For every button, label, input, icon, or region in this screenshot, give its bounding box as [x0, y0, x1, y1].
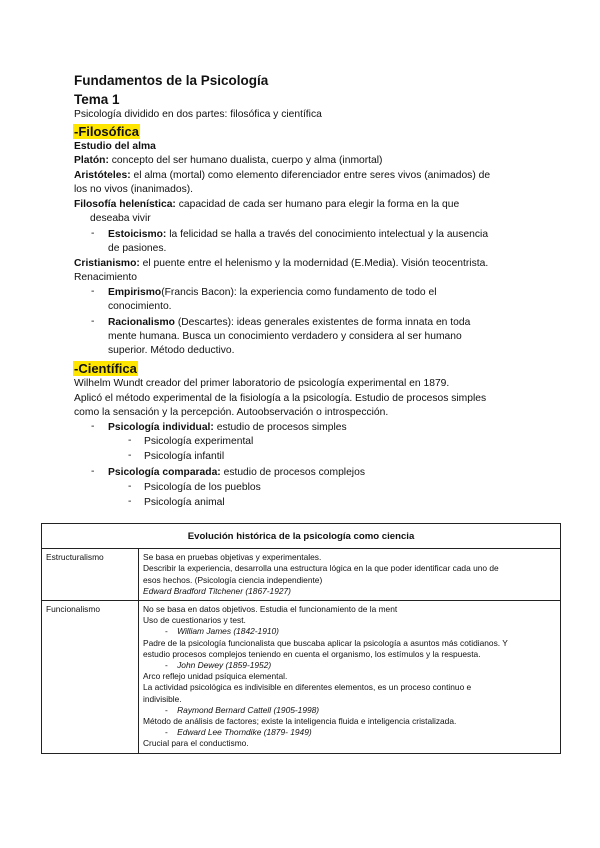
sub-bullet-dash: -	[128, 481, 132, 492]
funcionalismo-line-6: La actividad psicológica es indivisible en diferentes elementos, es un proceso continuo e	[143, 682, 472, 693]
comparada-text: estudio de procesos complejos	[220, 467, 365, 478]
document-title: Fundamentos de la Psicología	[74, 73, 269, 88]
funcionalismo-name: Funcionalismo	[42, 601, 139, 754]
helenistica-text: capacidad de cada ser humano para elegir la forma en la que	[175, 199, 460, 210]
pueblos-item: Psicología de los pueblos	[144, 482, 261, 493]
cristianismo-text: el puente entre el helenismo y la modernidad (E.Media). Visión teocentrista.	[139, 258, 489, 269]
table-row	[42, 601, 561, 754]
author-dash: -	[165, 727, 168, 738]
estructuralismo-author: Edward Bradford Titchener (1867-1927)	[143, 585, 291, 596]
intro-text: Psicología dividido en dos partes: filosófica y científica	[74, 109, 322, 120]
racionalismo-line-3: superior. Método deductivo.	[108, 345, 235, 356]
estructuralismo-cell	[139, 549, 561, 601]
comparada-line	[108, 466, 365, 480]
bullet-dash: -	[91, 228, 95, 239]
evolution-table	[41, 523, 561, 754]
racionalismo-term: Racionalismo	[108, 317, 175, 328]
platon-text: concepto del ser humano dualista, cuerpo y alma (inmortal)	[108, 155, 383, 166]
individual-term: Psicología individual:	[108, 422, 214, 433]
helenistica-term: Filosofía helenística:	[74, 199, 176, 210]
estoicismo-line-2: de pasiones.	[108, 243, 167, 254]
platon-term: Platón:	[74, 155, 109, 166]
funcionalismo-line-9: Crucial para el conductismo.	[143, 738, 249, 749]
author-name: Raymond Bernard Cattell (1905-1998)	[177, 704, 320, 715]
empirismo-line	[108, 286, 437, 300]
author-name: Edward Lee Thorndike (1879- 1949)	[177, 727, 312, 738]
aristoteles-text: el alma (mortal) como elemento diferenciador entre seres vivos (animados) de	[130, 170, 491, 181]
empirismo-term: Empirismo	[108, 287, 162, 298]
helenistica-line-2: deseaba vivir	[90, 213, 151, 224]
helenistica-line	[74, 198, 459, 212]
funcionalismo-line-3: Padre de la psicología funcionalista que buscaba aplicar la psicología a asuntos más cotidianos. Y	[143, 637, 508, 648]
cristianismo-term: Cristianismo:	[74, 258, 140, 269]
filosofica-heading-text: -Filosófica	[74, 124, 140, 139]
racionalismo-line	[108, 316, 470, 330]
bullet-dash: -	[91, 421, 95, 432]
comparada-term: Psicología comparada:	[108, 467, 221, 478]
aristoteles-term: Aristóteles:	[74, 170, 131, 181]
funcionalismo-line-7: indivisible.	[143, 693, 182, 704]
estructuralismo-name: Estructuralismo	[42, 549, 139, 601]
sub-bullet-dash: -	[128, 496, 132, 507]
alma-subheading: Estudio del alma	[74, 141, 156, 152]
document-subtitle: Tema 1	[74, 92, 120, 107]
animal-item: Psicología animal	[144, 497, 225, 508]
author-item	[143, 705, 556, 716]
estoicismo-text: la felicidad se halla a través del conocimiento intelectual y la ausencia	[166, 229, 489, 240]
estoicismo-term: Estoicismo:	[108, 229, 167, 240]
estructuralismo-line-2: Describir la experiencia, desarrolla una estructura lógica en la que poder identificar cada uno de	[143, 563, 499, 574]
sub-bullet-dash: -	[128, 435, 132, 446]
empirismo-line-2: conocimiento.	[108, 301, 172, 312]
estructuralismo-line-3: esos hechos. (Psicología ciencia independiente)	[143, 574, 323, 585]
racionalismo-line-2: mente humana. Busca un conocimiento verdadero y considera al ser humano	[108, 331, 462, 342]
metodo-line: Aplicó el método experimental de la fisiología a la psicología. Estudio de procesos simples	[74, 393, 487, 404]
aristoteles-line-2: los no vivos (inanimados).	[74, 184, 194, 195]
author-dash: -	[165, 626, 168, 637]
empirismo-text: (Francis Bacon): la experiencia como fundamento de todo el	[161, 287, 437, 298]
individual-line	[108, 421, 347, 435]
author-item	[143, 727, 556, 738]
cientifica-heading	[73, 360, 138, 378]
funcionalismo-line-5: Arco reflejo unidad psíquica elemental.	[143, 671, 288, 682]
funcionalismo-line-8: Método de análisis de factores; existe la inteligencia fluida e inteligencia cristalizada.	[143, 716, 457, 727]
bullet-dash: -	[91, 466, 95, 477]
wundt-line: Wilhelm Wundt creador del primer laboratorio de psicología experimental en 1879.	[74, 378, 450, 389]
individual-text: estudio de procesos simples	[213, 422, 347, 433]
author-item	[143, 660, 556, 671]
renacimiento-line: Renacimiento	[74, 272, 137, 283]
estoicismo-line	[108, 228, 488, 242]
experimental-item: Psicología experimental	[144, 436, 254, 447]
funcionalismo-cell	[139, 601, 561, 754]
bullet-dash: -	[91, 286, 95, 297]
estructuralismo-line-1: Se basa en pruebas objetivas y experimentales.	[143, 552, 322, 563]
table-header-row	[42, 524, 561, 549]
aristoteles-line	[74, 169, 490, 183]
table-row	[42, 549, 561, 601]
author-dash: -	[165, 704, 168, 715]
sub-bullet-dash: -	[128, 450, 132, 461]
introspeccion-line: como la sensación y la percepción. Autoobservación o introspección.	[74, 407, 389, 418]
infantil-item: Psicología infantil	[144, 451, 225, 462]
filosofica-heading	[73, 123, 140, 141]
author-name: John Dewey (1859-1952)	[177, 660, 272, 671]
cientifica-heading-text: -Científica	[74, 361, 137, 376]
platon-line	[74, 154, 382, 168]
author-name: William James (1842-1910)	[177, 626, 279, 637]
table-header: Evolución histórica de la psicología como ciencia	[42, 524, 561, 549]
bullet-dash: -	[91, 316, 95, 327]
racionalismo-text: (Descartes): ideas generales existentes de forma innata en toda	[174, 317, 471, 328]
author-dash: -	[165, 660, 168, 671]
funcionalismo-line-2: Uso de cuestionarios y test.	[143, 615, 246, 626]
author-item	[143, 626, 556, 637]
funcionalismo-line-4: estudio procesos complejos teniendo en cuenta el organismo, los estímulos y la respuesta.	[143, 648, 481, 659]
funcionalismo-line-1: No se basa en datos objetivos. Estudia el funcionamiento de la ment	[143, 604, 398, 615]
cristianismo-line	[74, 257, 488, 271]
